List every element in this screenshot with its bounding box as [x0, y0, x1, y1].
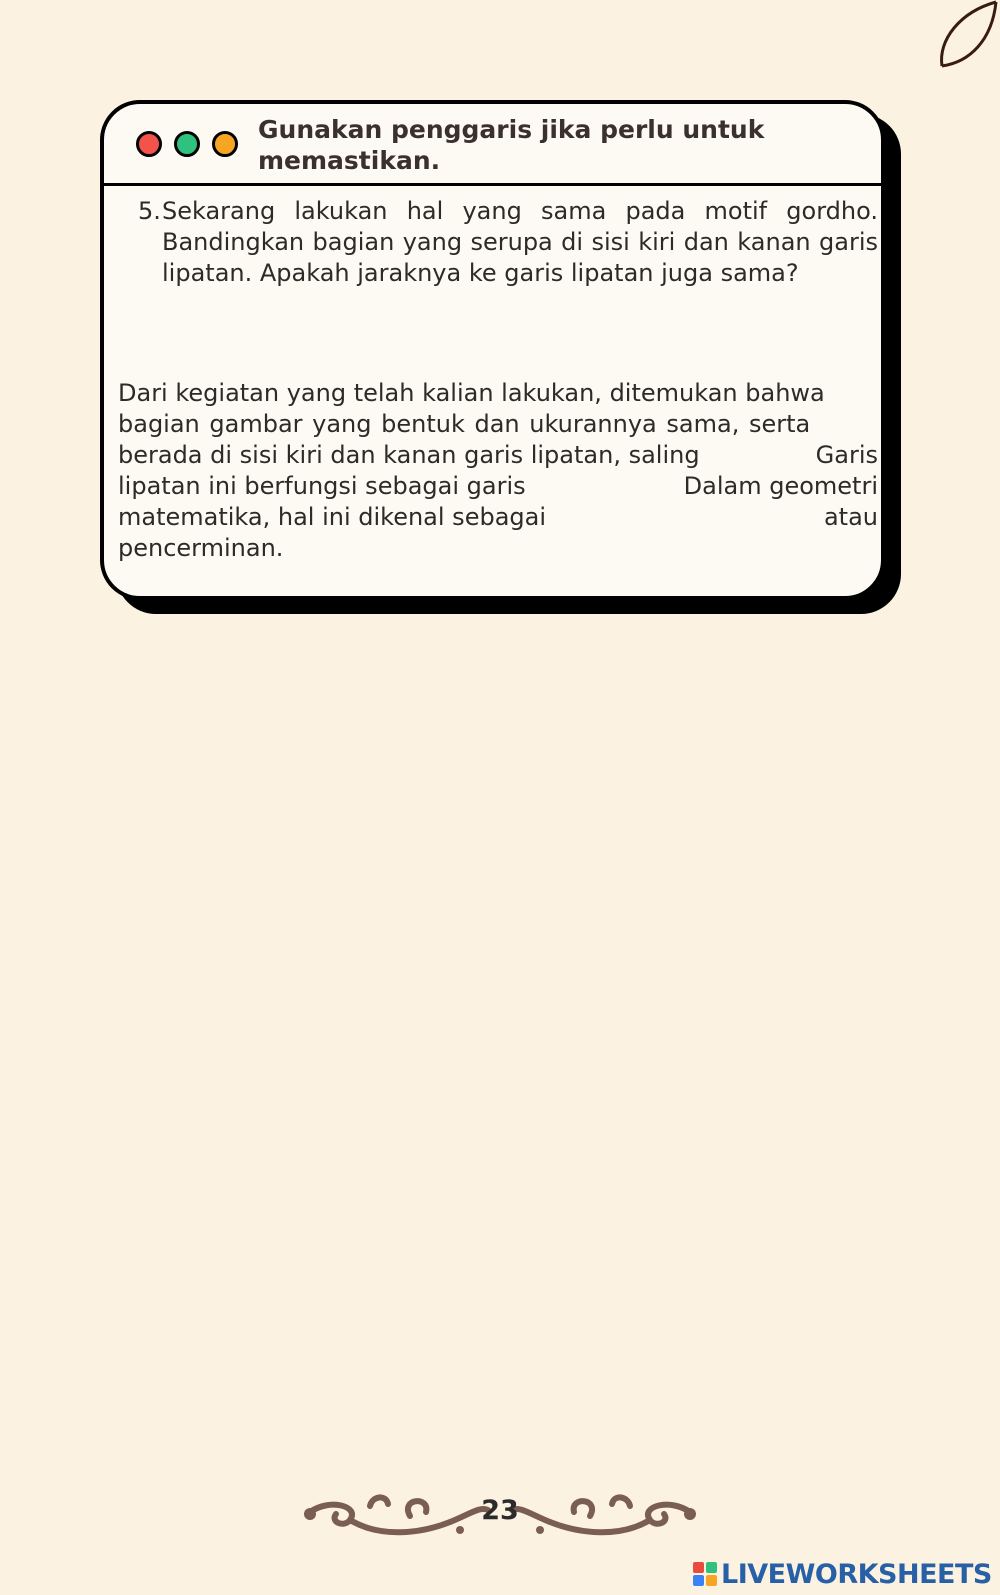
question-text: Sekarang lakukan hal yang sama pada motif gordho. Bandingkan bagian yang serupa di sisi kiri dan kanan garis lipatan. Apakah jaraknya ke garis lipatan juga sama? — [162, 197, 878, 287]
answer-blank-3[interactable] — [590, 502, 780, 533]
instruction-window — [100, 100, 885, 600]
paragraph-line-4: lipatan ini berfungsi sebagai garis Dalam geometri — [118, 472, 878, 500]
paragraph-line-2: bagian gambar yang bentuk dan ukurannya sama, serta — [118, 410, 811, 438]
yellow-dot-icon — [212, 131, 238, 157]
brand-text: LIVEWORKSHEETS — [721, 1558, 992, 1590]
conclusion-paragraph — [118, 378, 878, 564]
question-number: 5. — [138, 197, 161, 225]
answer-blank-1[interactable] — [727, 440, 789, 471]
green-dot-icon — [174, 131, 200, 157]
paragraph-line-6: pencerminan. — [118, 534, 284, 562]
paragraph-line-1: Dari kegiatan yang telah kalian lakukan, ditemukan bahwa — [118, 379, 825, 407]
window-title: Gunakan penggaris jika perlu untuk memastikan. — [258, 115, 765, 175]
page-number: 23 — [481, 1495, 519, 1526]
window-titlebar — [104, 104, 881, 186]
liveworksheets-logo[interactable] — [693, 1557, 992, 1591]
question-5 — [138, 196, 878, 289]
answer-blank-2[interactable] — [560, 471, 650, 502]
paragraph-line-3: berada di sisi kiri dan kanan garis lipatan, saling Garis — [118, 441, 878, 469]
paragraph-line-5: matematika, hal ini dikenal sebagai atau — [118, 503, 878, 531]
leaf-decoration — [930, 0, 1000, 70]
brand-grid-icon — [693, 1562, 717, 1586]
red-dot-icon — [136, 131, 162, 157]
